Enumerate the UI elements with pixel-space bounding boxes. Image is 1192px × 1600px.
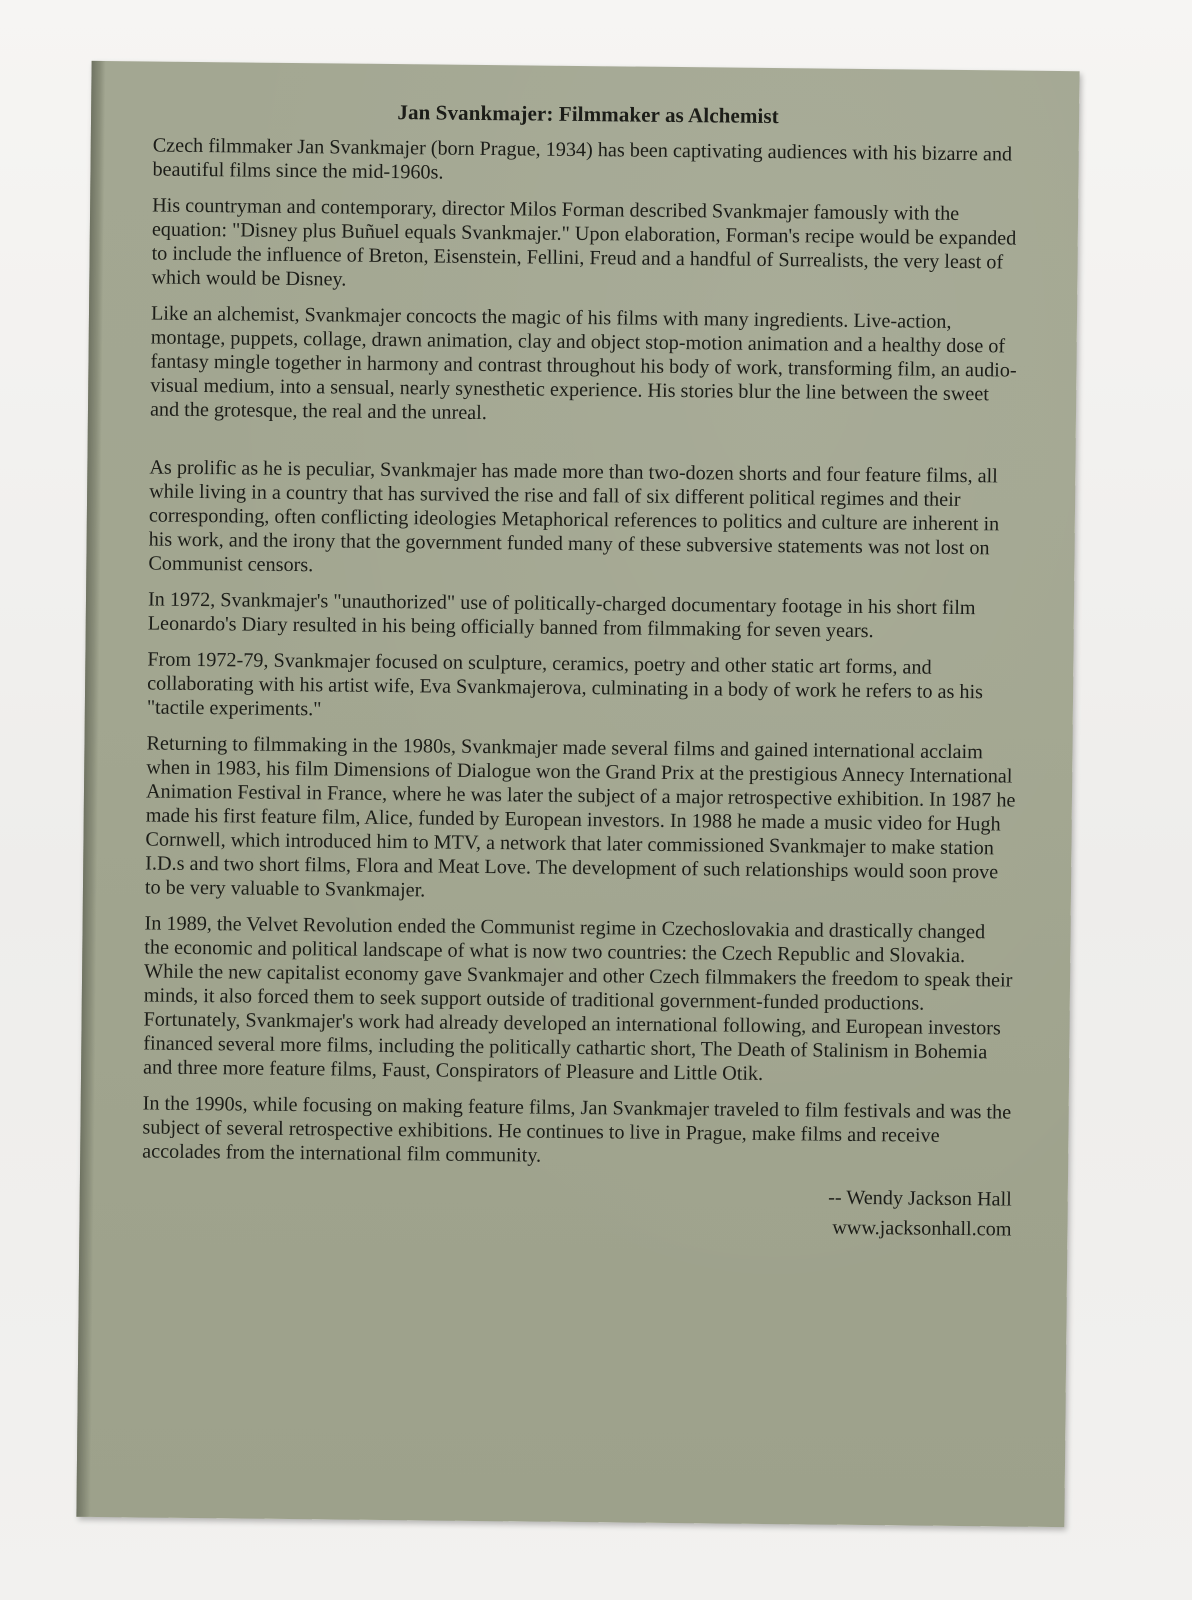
paragraph-forman: His countryman and contemporary, director Milos Forman described Svankmajer famously with the equation: "Disney plus Buñuel equals Svankmajer." Upon elaboration, Forman's recipe would be expanded to include the influence of Breton, Eisenstein, Fellini, Freud and a handful of Surrealists, the very least of which would be Disney. [151,194,1017,291]
paragraph-prolific: As prolific as he is peculiar, Svankmajer has made more than two-dozen shorts and four feature films, all while living in a country that has survived the rise and fall of six different political regimes and their corresponding, often conflicting ideologies Metaphorical references to politics and culture are inherent in his work, and the irony that the government funded many of these subversive statements was not lost on Communist censors. [148,456,1000,577]
author-name: -- Wendy Jackson Hall [828,1186,1012,1211]
paragraph-1972-79: From 1972-79, Svankmajer focused on sculpture, ceramics, poetry and other static art forms, and collaborating with his artist wife, Eva Svankmajerova, culminating in a body of work he refers to as his "tactile experiments." [146,648,984,721]
paragraph-1980s: Returning to filmmaking in the 1980s, Svankmajer made several films and gained international acclaim when in 1983, his film Dimensions of Dialogue won the Grand Prix at the prestigious Annecy International Animation Festival in France, where he was later the subject of a major retrospective exhibition. In 1987 he made his first feature film, Alice, funded by European investors. In 1988 he made a music video for Hugh Cornwell, which introduced him to MTV, a network that later commissioned Svankmajer to make station I.D.s and two short films, Flora and Meat Love. The development of such relationships would soon prove to be very valuable to Svankmajer. [144,732,1016,902]
paragraph-1989: In 1989, the Velvet Revolution ended the Communist regime in Czechoslovakia and drastically changed the economic and political landscape of what is now two countries: the Czech Republic and Slovakia. While the new capitalist economy gave Svankmajer and other Czech filmmakers the freedom to speak their minds, it also forced them to seek support outside of traditional government-funded productions. Fortunately, Svankmajer's work had already developed an international following, and European investors financed several more films, including the politically cathartic short, The Death of Stalinism in Bohemia and three more feature films, Faust, Conspirators of Pleasure and Little Otik. [142,912,1013,1085]
author-website: www.jacksonhall.com [832,1216,1012,1241]
paragraph-alchemist: Like an alchemist, Svankmajer concocts the magic of his films with many ingredients. Live-action, montage, puppets, collage, drawn animation, clay and object stop-motion animation and a healthy dose of fantasy mingle together in harmony and contrast throughout his body of work, transforming film, an audio-visual medium, into a sensual, nearly synesthetic experience. His stories blur the line between the sweet and the grotesque, the real and the unreal. [149,302,1017,425]
paragraph-1990s: In the 1990s, while focusing on making feature films, Jan Svankmajer traveled to film festivals and was the subject of several retrospective exhibitions. He continues to live in Prague, make films and receive accolades from the international film community. [142,1092,1012,1167]
paragraph-intro: Czech filmmaker Jan Svankmajer (born Prague, 1934) has been captivating audiences with his bizarre and beautiful films since the mid-1960s. [152,134,1013,184]
article-title: Jan Svankmajer: Filmmaker as Alchemist [397,100,779,129]
article-body [141,98,1023,1245]
paragraph-1972: In 1972, Svankmajer's "unauthorized" use of politically-charged documentary footage in his short film Leonardo's Diary resulted in his being officially banned from filmmaking for seven years. [147,588,976,643]
printed-sheet [76,61,1079,1527]
signoff [141,1175,1012,1244]
